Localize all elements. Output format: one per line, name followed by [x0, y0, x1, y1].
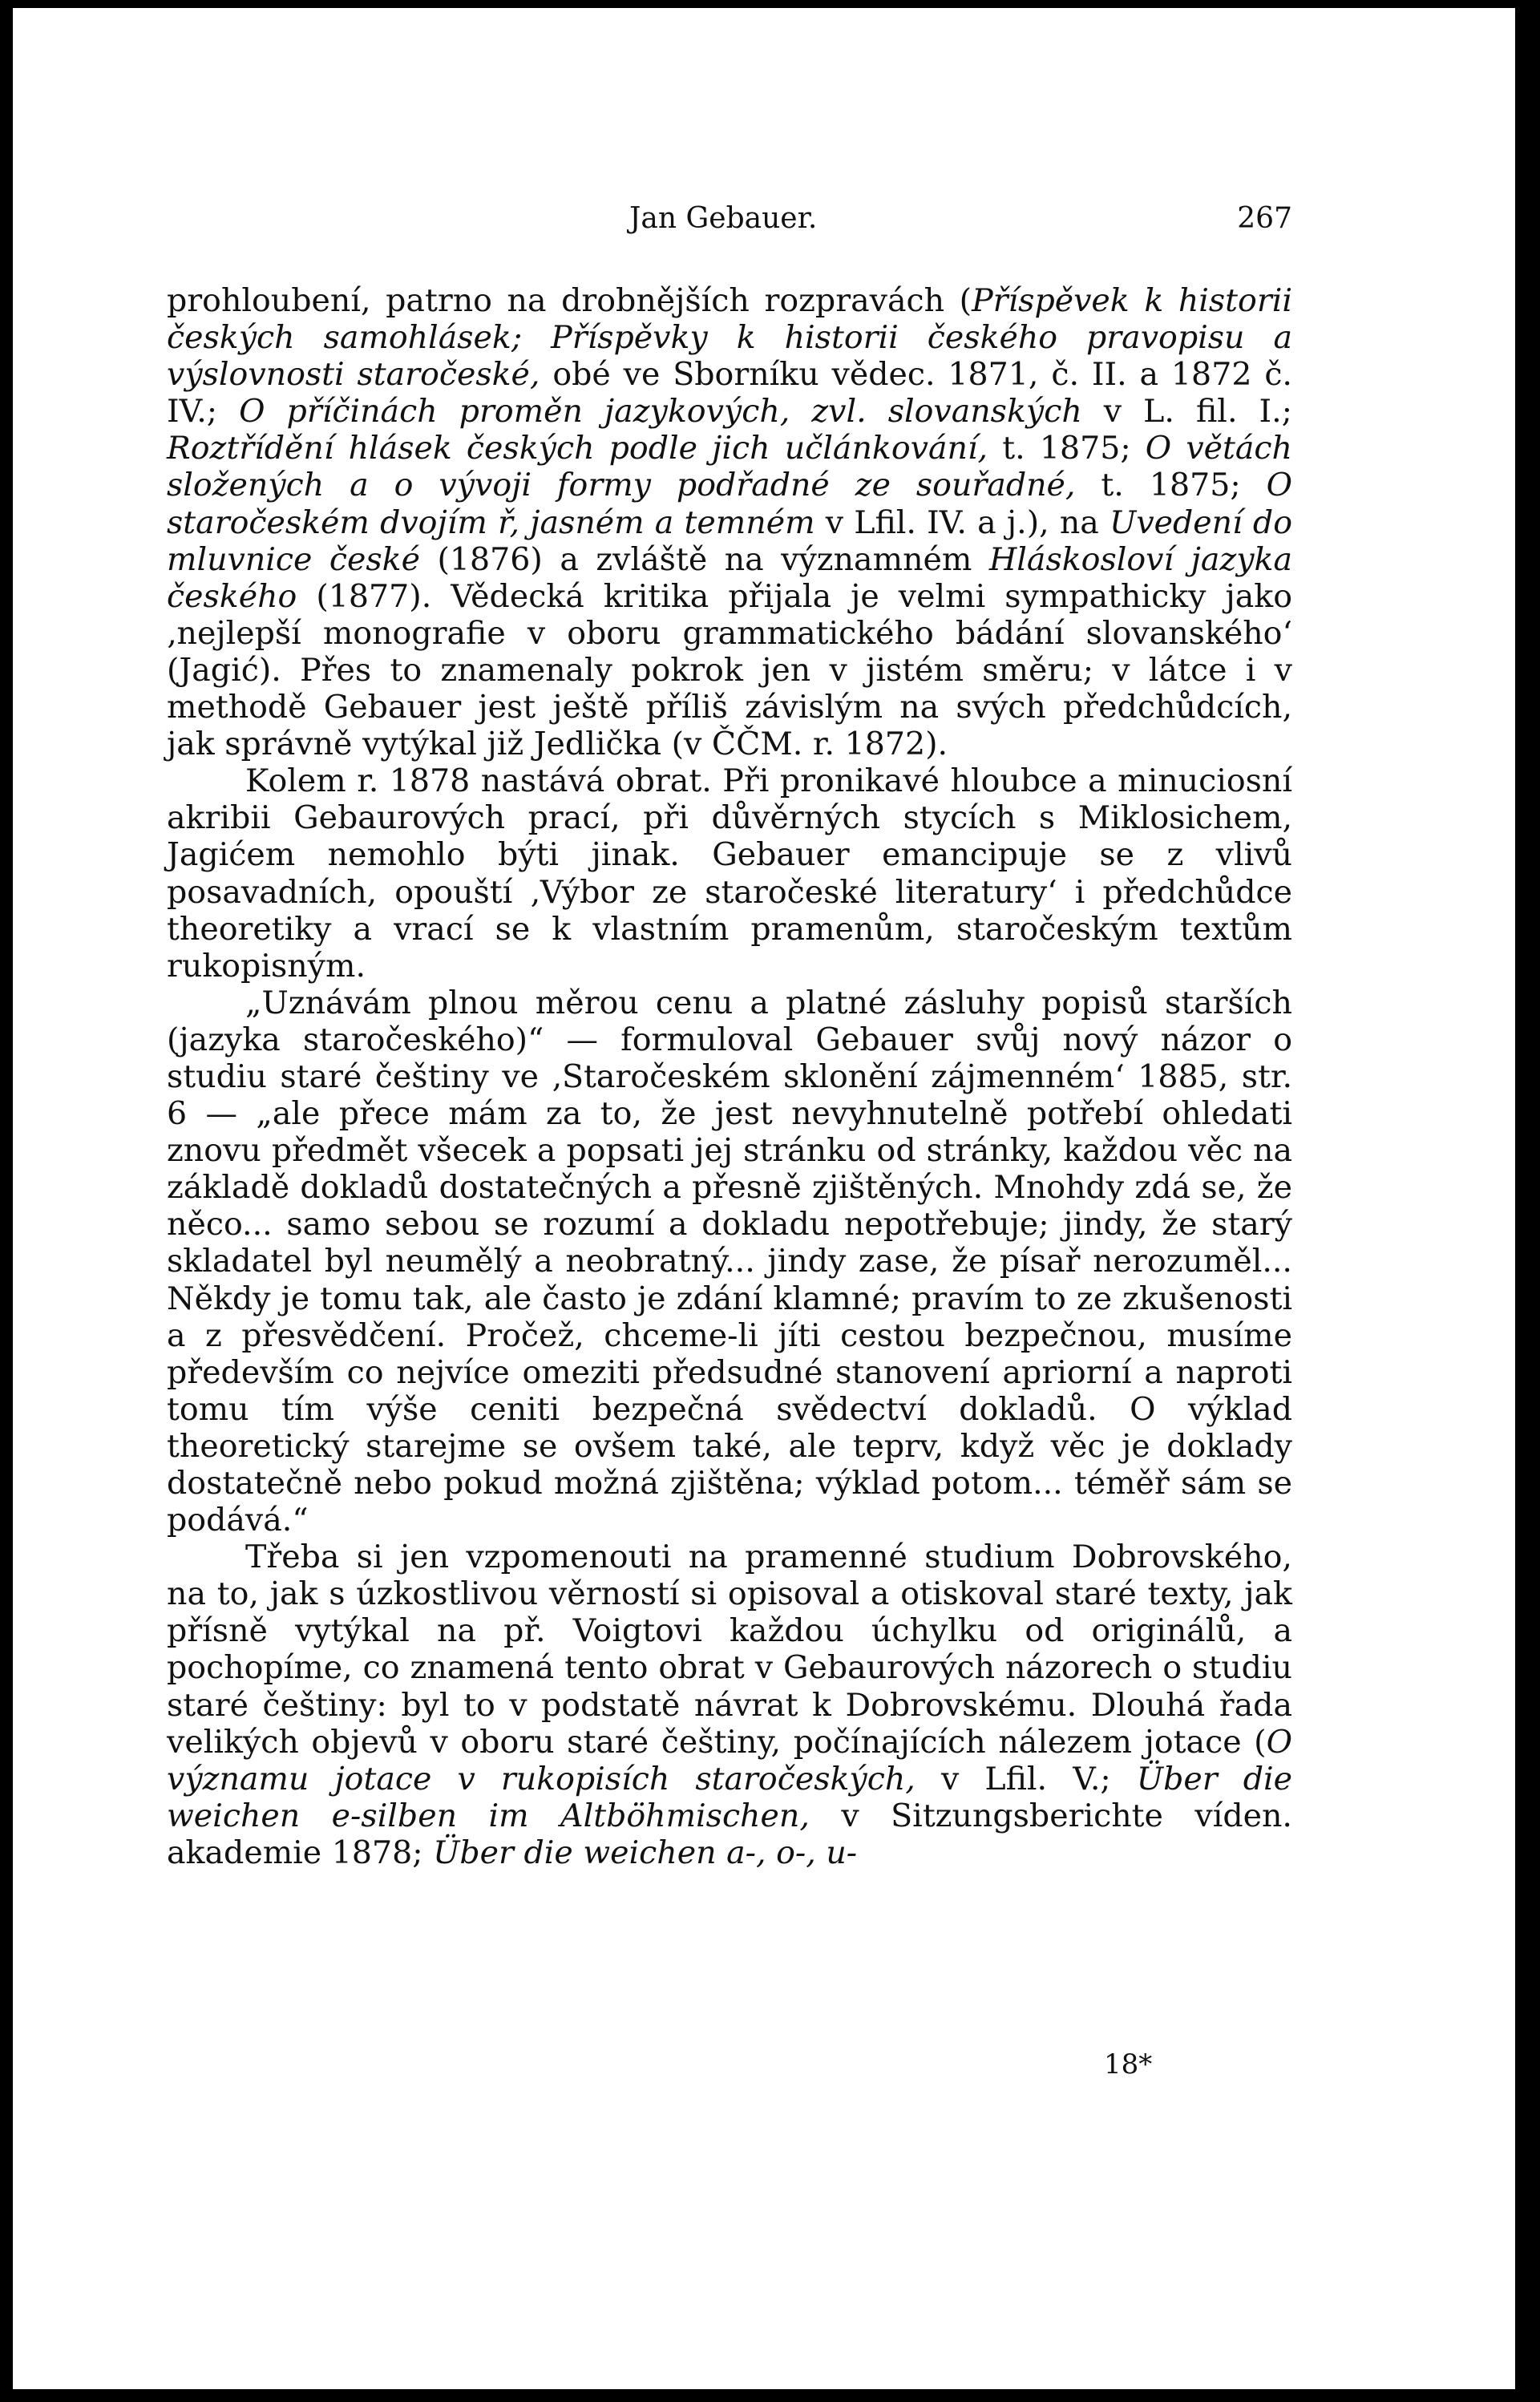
- p1-text-2: obé ve Sborníku vědec. 1871, č. II. a 1872 č. IV.;: [167, 356, 1292, 431]
- p4-text-1: Třeba si jen vzpomenouti na pramenné studium Dobrovského, na to, jak s úzkostlivou věrností si opisoval a otiskoval staré texty, jak přísně vytýkal na př. Voigtovi každou úchylku od originálů, a pochopíme, co znamená tento obrat v Gebaurových názorech o studiu staré češtiny: byl to v podstatě návrat k Dobrovskému. Dlouhá řada velikých objevů v oboru staré češtiny, počínajících nálezem jotace (: [167, 1539, 1292, 1761]
- p4-italic-3: Über die weichen a-, o-, u-: [433, 1834, 858, 1871]
- p1-text-8: (1877). Vědecká kritika přijala je velmi sympathicky jako ‚nejlepší monografie v oboru grammatického bádání slovanského‘ (Jagić). Přes to znamenaly pokrok jen v jistém směru; v látce i v methodě Gebauer jest ještě příliš závislým na svých předchůdcích, jak správně vytýkal již Jedlička (v ČČM. r. 1872).: [167, 577, 1292, 763]
- p4-text-2: v Lfil. V.;: [915, 1760, 1137, 1797]
- p1-italic-4: O větách složených a o vývoji formy podřadné ze souřadné,: [167, 430, 1292, 504]
- p1-italic-1: Příspěvek k historii českých samohlásek; Příspěvky k historii českého pravopisu a výslovnosti staročeské,: [167, 282, 1292, 394]
- p1-italic-7: Hláskosloví jazyka českého: [167, 540, 1292, 615]
- paragraph-4: [167, 1539, 1292, 1871]
- p4-italic-2: Über die weichen e-silben im Altböhmischen,: [167, 1760, 1292, 1834]
- p1-italic-2: O příčinách proměn jazykových, zvl. slovanských: [239, 393, 1082, 431]
- p1-text-1: prohloubení, patrno na drobnějších rozpravách (: [167, 282, 972, 319]
- running-header: [167, 202, 1292, 250]
- p1-text-7: (1876) a zvláště na významném: [420, 540, 989, 578]
- p1-text-4: t. 1875;: [988, 430, 1146, 467]
- p4-italic-1: O významu jotace v rukopisích staročeských,: [167, 1723, 1292, 1797]
- body-text: [167, 282, 1292, 1871]
- paragraph-3: „Uznávám plnou měrou cenu a platné zásluhy popisů starších (jazyka staročeského)“ — formuloval Gebauer svůj nový názor o studiu staré češtiny ve ‚Staročeském sklonění zájmenném‘ 1885, str. 6 — „ale přece mám za to, že jest nevyhnutelně potřebí ohledati znovu předmět všecek a popsati jej stránku od stránky, každou věc na základě dokladů dostatečných a přesně zjištěných. Mnohdy zdá se, že něco... samo sebou se rozumí a dokladu nepotřebuje; jindy, že starý skladatel byl neumělý a neobratný... jindy zase, že písař nerozuměl... Někdy je tomu tak, ale často je zdání klamné; pravím to ze zkušenosti a z přesvědčení. Pročež, chceme-li jíti cestou bezpečnou, musíme především co nejvíce omeziti předsudné stanovení apriorní a naproti tomu tím výše ceniti bezpečná svědectví dokladů. O výklad theoretický starejme se ovšem také, ale teprv, když věc je doklady dostatečně nebo pokud možná zjištěna; výklad potom... téměř sám se podává.“: [167, 984, 1292, 1539]
- p1-italic-3: Roztřídění hlásek českých podle jich učlánkování,: [167, 430, 988, 467]
- p1-text-3: v L. fil. I.;: [1081, 393, 1292, 431]
- signature-mark: 18*: [1104, 2048, 1153, 2081]
- paragraph-1: [167, 282, 1292, 762]
- p1-italic-5: O staročeském dvojím ř, jasném a temném: [167, 467, 1292, 541]
- p1-italic-6: Uvedení do mluvnice české: [167, 503, 1293, 578]
- page-number: 267: [1237, 202, 1292, 235]
- paragraph-2: Kolem r. 1878 nastává obrat. Při pronikavé hloubce a minuciosní akribii Gebaurových prací, při důvěrných stycích s Miklosichem, Jagićem nemohlo býti jinak. Gebauer emancipuje se z vlivů posavadních, opouští ‚Výbor ze staročeské literatury‘ i předchůdce theoretiky a vrací se k vlastním pramenům, staročeským textům rukopisným.: [167, 762, 1292, 985]
- p4-text-3: v Sitzungsberichte víden. akademie 1878;: [167, 1797, 1292, 1871]
- p1-text-5: t. 1875;: [1075, 467, 1267, 504]
- p1-text-6: v Lfil. IV. a j.), na: [814, 503, 1110, 541]
- header-title: Jan Gebauer.: [629, 202, 818, 235]
